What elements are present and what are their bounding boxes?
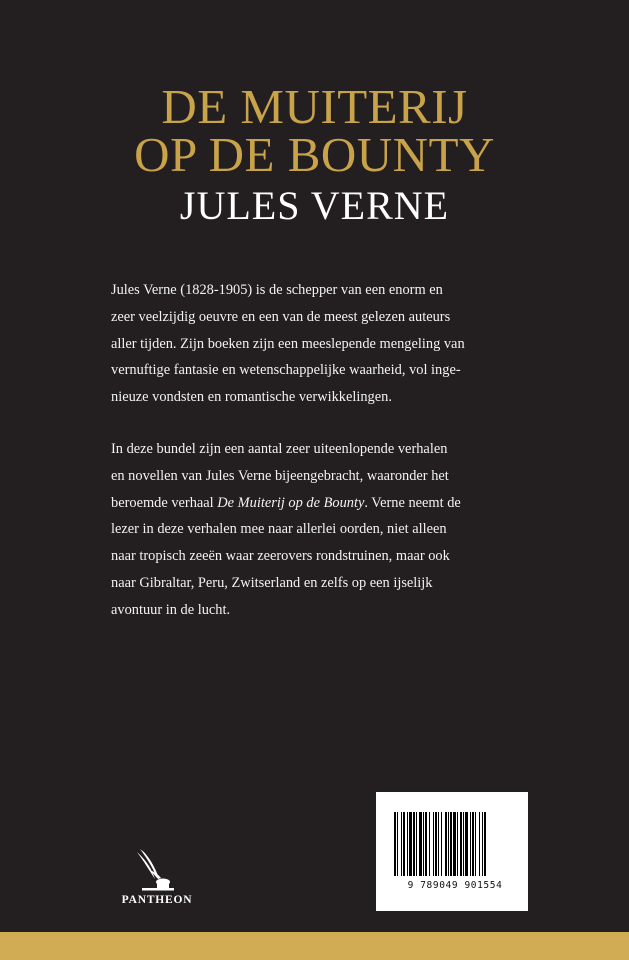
barcode-bar — [448, 812, 449, 876]
barcode-bar — [413, 812, 415, 876]
book-title-line-2: OP DE BOUNTY — [134, 127, 495, 182]
blurb-paragraph-1 — [111, 277, 521, 411]
barcode-bar — [403, 812, 405, 876]
blurb-line: aller tijden. Zijn boeken zijn een meeslepende mengeling van — [111, 335, 465, 352]
blurb-paragraph-2 — [111, 436, 521, 624]
gold-stripe — [0, 932, 629, 960]
publisher-logo — [110, 848, 204, 912]
publisher-name: PANTHEON — [121, 894, 193, 906]
barcode-bar — [450, 812, 452, 876]
barcode-bar — [475, 812, 476, 876]
barcode-bar — [423, 812, 424, 876]
blurb-line: Jules Verne (1828-1905) is de schepper van een enorm en — [111, 282, 443, 298]
italic-book-title: De Muiterij op de Bounty — [217, 494, 365, 511]
author-name: JULES VERNE — [179, 183, 450, 228]
barcode-bar — [435, 812, 437, 876]
barcode-bar — [397, 812, 398, 876]
blurb-line: vernuftige fantasie en wetenschappelijke waarheid, vol inge- — [111, 362, 461, 379]
blurb-line: nieuze vondsten en romantische verwikkelingen. — [111, 389, 392, 406]
barcode-bar — [438, 812, 439, 876]
blurb-text: . Verne neemt de — [364, 494, 461, 511]
blurb-line: zeer veelzijdig oeuvre en een van de meest gelezen auteurs — [111, 308, 451, 325]
barcode-bar — [472, 812, 474, 876]
barcode-bar — [484, 812, 486, 876]
barcode-bar — [479, 812, 480, 876]
barcode-bar — [470, 812, 471, 876]
blurb-line: avontuur in de lucht. — [111, 601, 231, 618]
quill-inkwell-icon — [128, 848, 184, 894]
barcode-bar — [429, 812, 430, 876]
blurb-text: beroemde verhaal — [111, 494, 218, 511]
barcode-bar — [445, 812, 447, 876]
barcode-bar — [463, 812, 464, 876]
blurb-line: lezer in deze verhalen mee naar allerlei oorden, niet alleen — [111, 521, 447, 538]
barcode-bar — [409, 812, 412, 876]
blurb-line — [111, 490, 521, 517]
barcode — [376, 792, 528, 911]
isbn-number: 9 789049 901554 — [407, 880, 503, 891]
barcode-bar — [394, 812, 396, 876]
barcode-bar — [407, 812, 408, 876]
blurb-line: naar tropisch zeeën waar zeerovers rondstruinen, maar ook — [111, 548, 450, 565]
blurb-line: naar Gibraltar, Peru, Zwitserland en zelfs op een ijselijk — [111, 574, 433, 591]
barcode-bar — [453, 812, 456, 876]
barcode-bar — [482, 812, 483, 876]
barcode-bar — [460, 812, 462, 876]
barcode-bar — [401, 812, 402, 876]
barcode-bar — [416, 812, 417, 876]
blurb-line: en novellen van Jules Verne bijeengebracht, waaronder het — [111, 467, 449, 484]
barcode-bar — [433, 812, 434, 876]
barcode-bar — [465, 812, 468, 876]
blurb-line: In deze bundel zijn een aantal zeer uiteenlopende verhalen — [111, 441, 448, 457]
barcode-bar — [457, 812, 458, 876]
barcode-bars — [394, 812, 516, 880]
book-title-line-1: DE MUITERIJ — [161, 79, 468, 134]
barcode-bar — [425, 812, 427, 876]
barcode-bar — [419, 812, 422, 876]
barcode-bar — [441, 812, 442, 876]
